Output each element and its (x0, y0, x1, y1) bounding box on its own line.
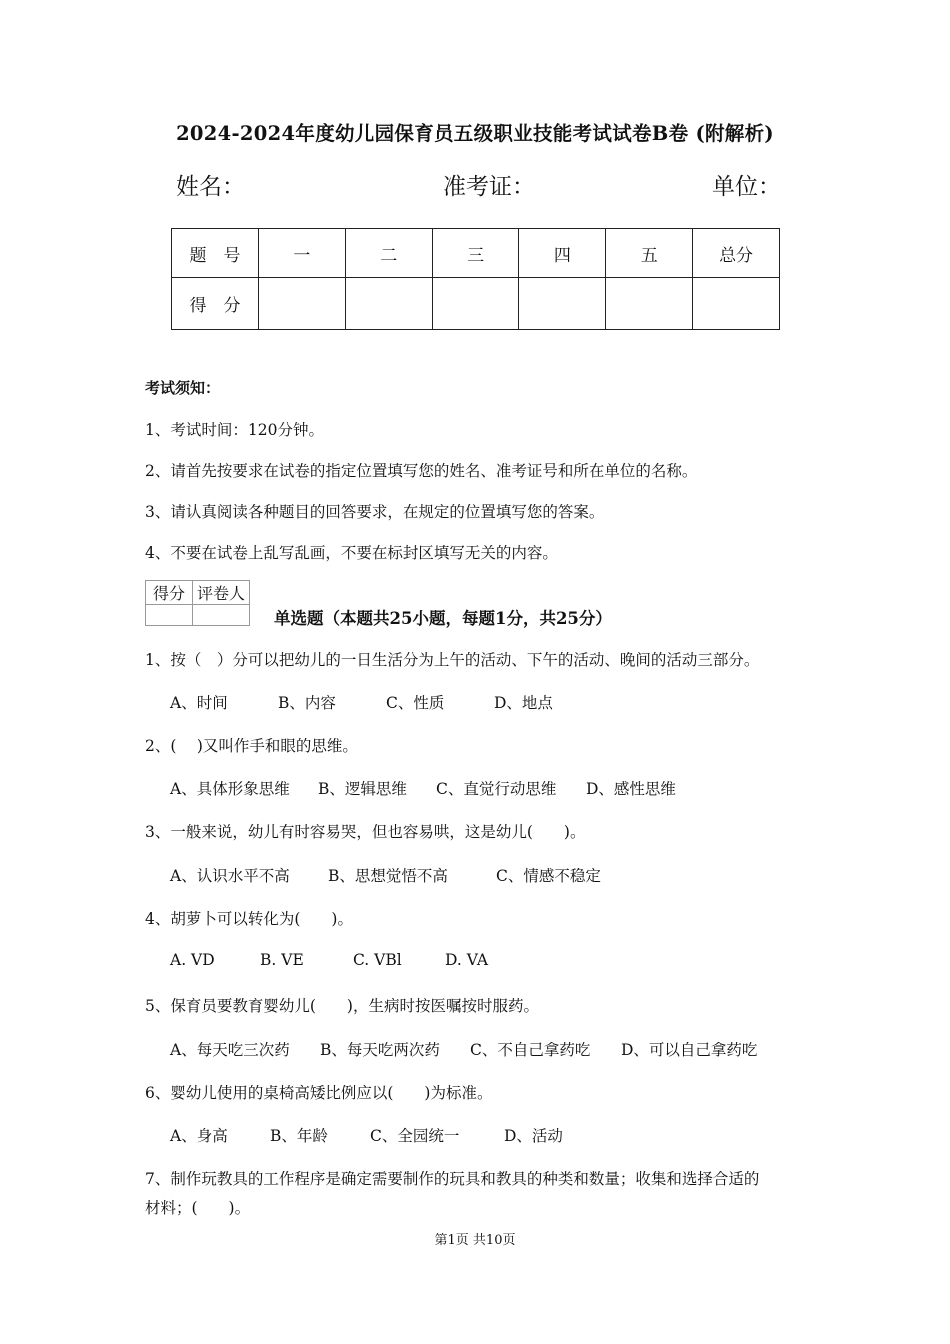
score-header-1: 一 (259, 229, 346, 278)
option: C、情感不稳定 (496, 867, 601, 885)
grader-score-cell[interactable] (146, 605, 193, 626)
page-footer: 第1页 共10页 (434, 1233, 516, 1248)
notice-item: 4、不要在试卷上乱写乱画，不要在标封区填写无关的内容。 (145, 544, 558, 562)
document-title: 2024-2024年度幼儿园保育员五级职业技能考试试卷B卷 (附解析) (176, 122, 774, 145)
option: A、每天吃三次药 (170, 1041, 290, 1059)
option: B. VE (260, 951, 304, 969)
option: D、活动 (504, 1127, 563, 1145)
option: A、认识水平不高 (170, 867, 290, 885)
score-cell[interactable] (432, 278, 519, 330)
notice-item: 1、考试时间：120分钟。 (145, 421, 324, 439)
option: A、具体形象思维 (170, 780, 290, 798)
notice-heading: 考试须知： (145, 379, 221, 397)
question-text: 3、一般来说，幼儿有时容易哭，但也容易哄，这是幼儿( )。 (145, 823, 586, 841)
question-text: 4、胡萝卜可以转化为( )。 (145, 910, 353, 928)
grader-score-label: 得分 (146, 581, 193, 605)
question-text: 1、按（ ）分可以把幼儿的一日生活分为上午的活动、下午的活动、晚间的活动三部分。 (145, 651, 760, 669)
option: C、不自己拿药吃 (470, 1041, 591, 1059)
question-text: 5、保育员要教育婴幼儿( )，生病时按医嘱按时服药。 (145, 997, 539, 1015)
question-options (170, 864, 601, 886)
score-header-2: 二 (345, 229, 432, 278)
notice-item: 3、请认真阅读各种题目的回答要求，在规定的位置填写您的答案。 (145, 503, 605, 521)
option: B、逻辑思维 (318, 780, 407, 798)
option: B、每天吃两次药 (320, 1041, 440, 1059)
notice-item: 2、请首先按要求在试卷的指定位置填写您的姓名、准考证号和所在单位的名称。 (145, 462, 698, 480)
score-header-4: 四 (519, 229, 606, 278)
option: C、性质 (386, 694, 445, 712)
score-cell[interactable] (519, 278, 606, 330)
score-cell[interactable] (345, 278, 432, 330)
option: A、时间 (170, 694, 228, 712)
score-cell[interactable] (259, 278, 346, 330)
option: D、可以自己拿药吃 (621, 1041, 758, 1059)
question-options (170, 777, 676, 799)
question-options (170, 1038, 757, 1060)
question-options (170, 1124, 563, 1146)
score-header-total: 总分 (693, 229, 780, 278)
question-text: 材料；( )。 (145, 1199, 251, 1217)
score-table (171, 228, 780, 330)
option: B、内容 (278, 694, 336, 712)
option: A. VD (170, 951, 215, 969)
option: C、直觉行动思维 (436, 780, 557, 798)
question-text: 6、婴幼儿使用的桌椅高矮比例应以( )为标准。 (145, 1084, 493, 1102)
option: A、身高 (170, 1127, 228, 1145)
question-text: 2、( )又叫作手和眼的思维。 (145, 737, 358, 755)
score-header-label: 题 号 (172, 229, 259, 278)
name-label: 姓名： (176, 174, 245, 200)
unit-label: 单位： (712, 174, 781, 200)
score-row-label: 得 分 (172, 278, 259, 330)
grader-name-cell[interactable] (193, 605, 250, 626)
option: D. VA (445, 951, 489, 969)
score-cell[interactable] (693, 278, 780, 330)
score-header-3: 三 (432, 229, 519, 278)
question-text: 7、制作玩教具的工作程序是确定需要制作的玩具和教具的种类和数量；收集和选择合适的 (145, 1170, 760, 1188)
option: C. VBl (353, 951, 402, 969)
score-cell[interactable] (606, 278, 693, 330)
option: D、感性思维 (586, 780, 676, 798)
question-options (170, 951, 488, 969)
option: B、思想觉悟不高 (328, 867, 448, 885)
option: D、地点 (494, 694, 553, 712)
option: C、全园统一 (370, 1127, 460, 1145)
option: B、年龄 (270, 1127, 328, 1145)
grader-name-label: 评卷人 (193, 581, 250, 605)
exam-id-label: 准考证： (443, 174, 535, 200)
score-header-5: 五 (606, 229, 693, 278)
section-title: 单选题（本题共25小题，每题1分，共25分） (274, 609, 612, 628)
question-options (170, 691, 553, 713)
grader-box (145, 580, 250, 626)
